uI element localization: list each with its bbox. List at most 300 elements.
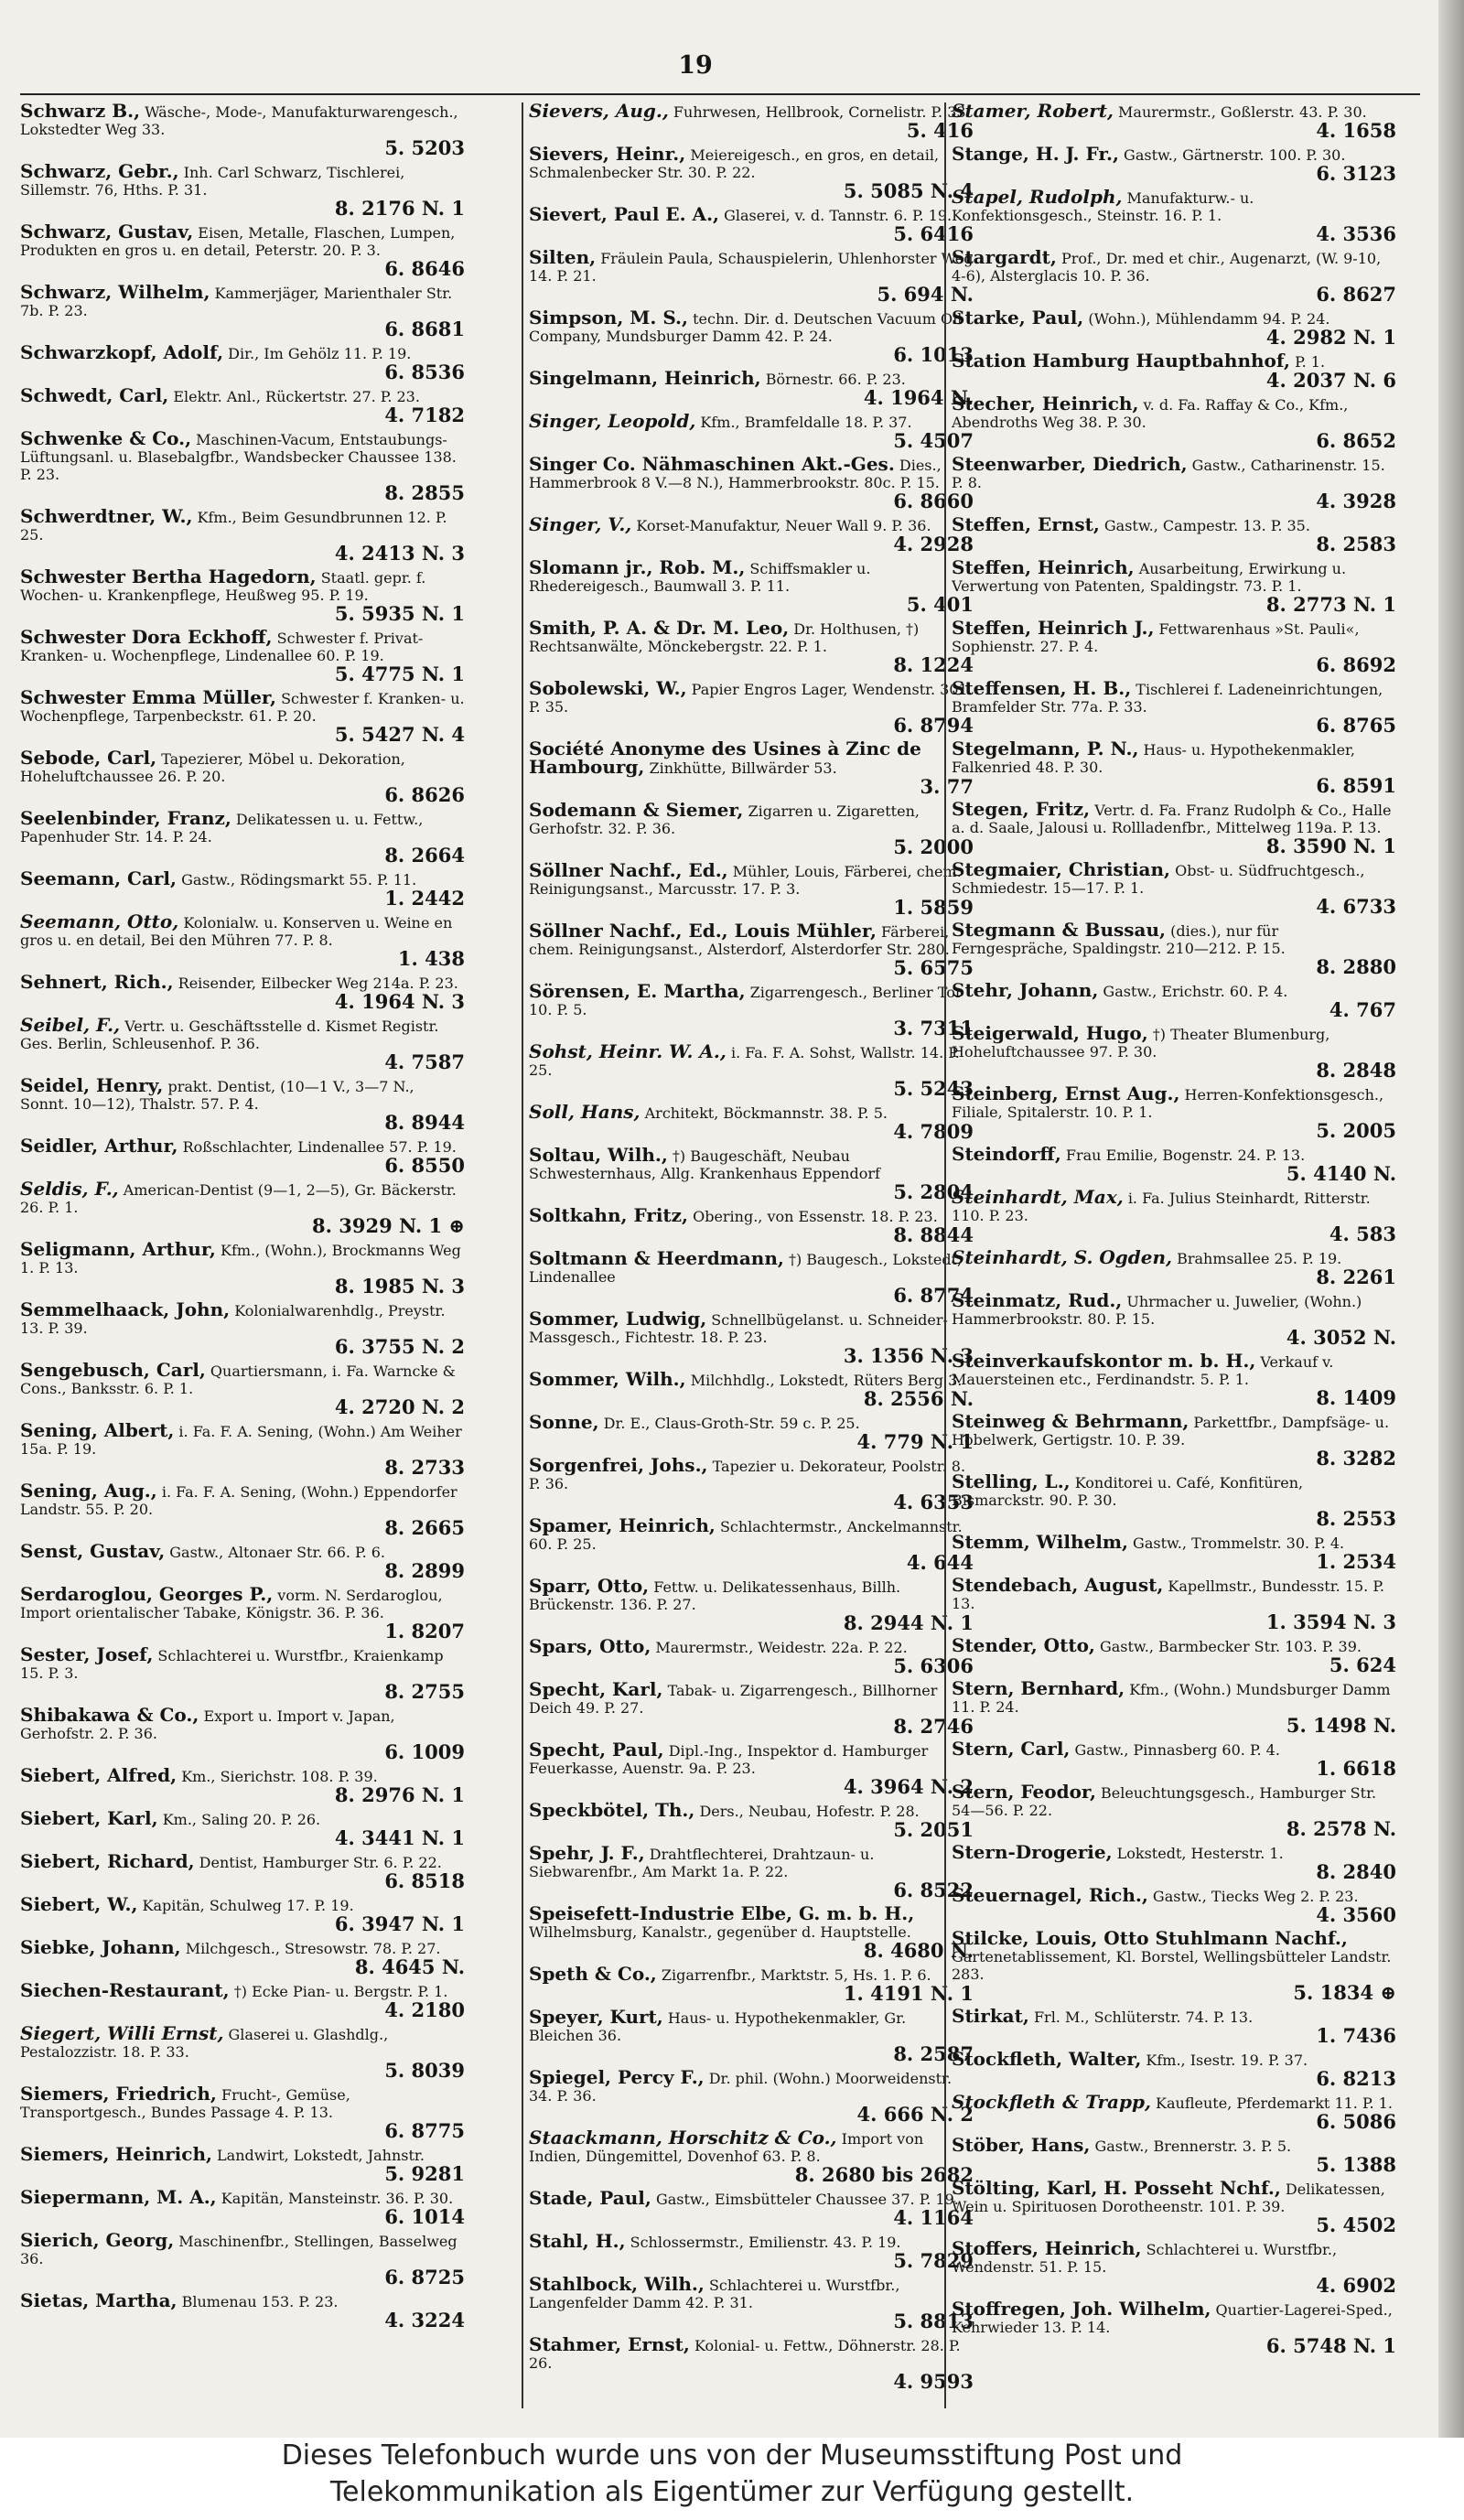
entry-phone: 6. 8652 xyxy=(1316,429,1396,452)
entry-address: Ders., Neubau, Hofestr. P. 28. xyxy=(699,1803,920,1820)
entry-name: Stirkat, xyxy=(952,2005,1029,2027)
directory-entry xyxy=(20,281,468,340)
entry-phone: 6. 8213 xyxy=(1316,2067,1396,2090)
directory-entry xyxy=(529,1368,977,1410)
directory-entry xyxy=(20,1180,468,1236)
entry-phone: 6. 5086 xyxy=(1316,2110,1396,2133)
entry-phone: 6. 3947 N. 1 xyxy=(334,1912,465,1935)
directory-entry xyxy=(529,246,977,306)
entry-address: †) Baugeschäft, Neubau Schwesternhaus, Allg. Krankenhaus Eppendorf xyxy=(529,1147,880,1182)
entry-address: Fräulein Paula, Schauspielerin, Uhlenhorster Weg 14. P. 21. xyxy=(529,250,974,285)
entry-name: Schwarz, Gustav, xyxy=(20,221,194,242)
directory-entry xyxy=(20,1893,468,1935)
column-divider xyxy=(522,102,523,2408)
entry-name: Steinweg & Behrmann, xyxy=(952,1410,1190,1432)
entry-address: Parkettfbr., Dampfsäge- u. Hobelwerk, Gertigstr. 10. P. 39. xyxy=(952,1414,1390,1448)
directory-entry xyxy=(952,1740,1400,1779)
entry-name: Schwester Dora Eckhoff, xyxy=(20,626,273,648)
entry-phone: 6. 8550 xyxy=(384,1154,465,1177)
entry-phone: 5. 416 xyxy=(906,119,974,142)
entry-name: Schwester Emma Müller, xyxy=(20,686,276,708)
entry-name: Sening, Aug., xyxy=(20,1480,157,1502)
entry-phone: 5. 2051 xyxy=(893,1818,974,1841)
entry-name: Steffensen, H. B., xyxy=(952,677,1132,699)
entry-phone: 5. 5935 N. 1 xyxy=(334,602,465,625)
entry-address: Frau Emilie, Bogenstr. 24. P. 13. xyxy=(1065,1147,1306,1164)
entry-name: Speth & Co., xyxy=(529,1963,657,1985)
directory-entry xyxy=(529,1842,977,1901)
entry-address: †) Ecke Pian- u. Bergstr. P. 1. xyxy=(233,1983,448,2000)
entry-address: v. d. Fa. Raffay & Co., Kfm., Abendroths Weg 38. P. 30. xyxy=(952,396,1349,431)
entry-address: Blumenau 153. P. 23. xyxy=(181,2293,339,2310)
entry-address: Export u. Import v. Japan, Gerhofstr. 2. P. 36. xyxy=(20,1707,395,1742)
entry-address: P. 1. xyxy=(1295,353,1326,371)
entry-name: Schwarz, Wilhelm, xyxy=(20,281,210,303)
entry-phone: 5. 5203 xyxy=(384,136,465,159)
entry-phone: 4. 6353 xyxy=(893,1491,974,1513)
directory-entry xyxy=(952,395,1400,451)
entry-address: Km., Saling 20. P. 26. xyxy=(162,1811,321,1828)
directory-entry xyxy=(529,1799,977,1841)
directory-entry xyxy=(20,1359,468,1418)
entry-phone: 8. 2556 N. xyxy=(863,1387,974,1410)
entry-address: Tischlerei f. Ladeneinrichtungen, Bramfelder Str. 77a. P. 33. xyxy=(952,681,1383,716)
entry-name: Spiegel, Percy F., xyxy=(529,2066,705,2088)
entry-name: Société Anonyme des Usines à Zinc de Hambourg, xyxy=(529,738,921,778)
entry-name: Schwarz, Gebr., xyxy=(20,160,179,182)
entry-address: Frucht-, Gemüse, Transportgesch., Bundes Passage 4. P. 13. xyxy=(20,2086,350,2121)
directory-entry xyxy=(529,1678,977,1738)
directory-entry xyxy=(20,160,468,220)
entry-address: Glaserei, v. d. Tannstr. 6. P. 19. xyxy=(724,207,953,224)
entry-name: Stöber, Hans, xyxy=(952,2134,1091,2156)
directory-entry xyxy=(529,1101,977,1143)
entry-name: Sodemann & Siemer, xyxy=(529,799,744,821)
entry-name: Semmelhaack, John, xyxy=(20,1298,231,1320)
entry-address: Schlachterei u. Wurstfbr., Wendenstr. 51. P. 15. xyxy=(952,2241,1338,2276)
entry-phone: 4. 1964 N. xyxy=(863,386,974,409)
entry-name: Schwenke & Co., xyxy=(20,427,192,449)
directory-entry xyxy=(529,1144,977,1203)
entry-phone: 6. 8765 xyxy=(1316,714,1396,737)
directory-entry xyxy=(20,1419,468,1479)
entry-address: Gastw., Catharinenstr. 15. P. 8. xyxy=(952,457,1385,491)
entry-name: Seidler, Arthur, xyxy=(20,1135,178,1157)
column-1 xyxy=(20,102,468,2408)
entry-address: prakt. Dentist, (10—1 V., 3—7 N., Sonnt. 10—12), Thalstr. 57. P. 4. xyxy=(20,1078,414,1113)
entry-address: Papier Engros Lager, Wendenstr. 301. P. 35. xyxy=(529,681,973,716)
entry-name: Sehnert, Rich., xyxy=(20,971,174,993)
entry-phone: 5. 9281 xyxy=(384,2162,465,2185)
entry-name: Specht, Karl, xyxy=(529,1678,663,1700)
entry-phone: 5. 4140 N. xyxy=(1286,1162,1396,1185)
entry-name: Steffen, Ernst, xyxy=(952,513,1100,535)
entry-name: Steinhardt, S. Ogden, xyxy=(952,1246,1173,1268)
directory-entry xyxy=(529,980,977,1039)
directory-columns xyxy=(20,102,1420,2408)
entry-phone: 1. 438 xyxy=(397,947,465,970)
entry-phone: 8. 2578 N. xyxy=(1286,1817,1396,1840)
entry-name: Seldis, F., xyxy=(20,1178,119,1200)
entry-address: Schlachterei u. Wurstfbr., Langenfelder Damm 42. P. 31. xyxy=(529,2277,900,2311)
entry-phone: 4. 3560 xyxy=(1316,1903,1396,1926)
entry-phone: 8. 3929 N. 1 ⊕ xyxy=(312,1214,465,1237)
entry-phone: 8. 2587 xyxy=(893,2042,974,2065)
entry-name: Schwarzkopf, Adolf, xyxy=(20,341,224,363)
entry-phone: 5. 5427 N. 4 xyxy=(334,723,465,746)
directory-entry xyxy=(529,145,977,201)
entry-phone: 6. 1014 xyxy=(384,2205,465,2228)
entry-address: vorm. N. Serdaroglou, Import orientalischer Tabake, Königstr. 36. P. 36. xyxy=(20,1587,443,1621)
entry-name: Singer, V., xyxy=(529,513,632,535)
directory-entry xyxy=(20,749,468,805)
entry-phone: 6. 8692 xyxy=(1316,653,1396,676)
entry-name: Singelmann, Heinrich, xyxy=(529,367,761,389)
entry-name: Singer, Leopold, xyxy=(529,410,696,432)
entry-name: Steinberg, Ernst Aug., xyxy=(952,1082,1180,1104)
entry-address: Import von Indien, Düngemittel, Dovenhof 63. P. 8. xyxy=(529,2130,924,2165)
directory-entry xyxy=(952,1470,1400,1530)
entry-phone: 4. 6733 xyxy=(1316,895,1396,918)
entry-phone: 4. 1964 N. 3 xyxy=(334,990,465,1013)
directory-entry xyxy=(952,921,1400,977)
entry-name: Stegelmann, P. N., xyxy=(952,738,1139,759)
directory-entry xyxy=(952,2005,1400,2047)
entry-name: Stoffers, Heinrich, xyxy=(952,2237,1142,2259)
entry-address: Gastw., Altonaer Str. 66. P. 6. xyxy=(169,1544,386,1561)
entry-address: Zigarrengesch., Berliner Tor 10. P. 5. xyxy=(529,984,963,1018)
entry-phone: 5. 624 xyxy=(1329,1653,1396,1676)
entry-phone: 8. 1224 xyxy=(893,653,974,676)
entry-address: Elektr. Anl., Rückertstr. 27. P. 23. xyxy=(173,388,420,405)
directory-entry xyxy=(20,1979,468,2021)
entry-address: Milchhdlg., Lokstedt, Rüters Berg 3. xyxy=(690,1372,963,1389)
entry-address: (dies.), nur für Ferngespräche, Spaldingstr. 210—212. P. 15. xyxy=(952,922,1286,957)
entry-name: Silten, xyxy=(529,246,597,268)
directory-entry xyxy=(529,1965,977,2004)
entry-name: Serdaroglou, Georges P., xyxy=(20,1583,274,1605)
entry-phone: 8. 2746 xyxy=(893,1715,974,1738)
entry-address: †) Baugesch., Lokstedt, Lindenallee xyxy=(529,1251,963,1286)
directory-entry xyxy=(20,807,468,867)
entry-address: Lokstedt, Hesterstr. 1. xyxy=(1116,1845,1284,1862)
entry-address: Brahmsallee 25. P. 19. xyxy=(1177,1250,1342,1267)
entry-name: Stahlbock, Wilh., xyxy=(529,2273,705,2295)
entry-address: †) Theater Blumenburg, Hoheluftchaussee 97. P. 30. xyxy=(952,1026,1330,1061)
directory-entry xyxy=(20,1014,468,1073)
entry-phone: 5. 401 xyxy=(906,593,974,616)
entry-address: Kfm., Bramfeldalle 18. P. 37. xyxy=(700,414,912,431)
directory-entry xyxy=(20,867,468,910)
entry-name: Smith, P. A. & Dr. M. Leo, xyxy=(529,617,790,639)
entry-phone: 4. 7587 xyxy=(384,1050,465,1073)
entry-phone: 4. 2720 N. 2 xyxy=(334,1395,465,1418)
directory-entry xyxy=(529,859,977,919)
directory-entry xyxy=(952,1352,1400,1408)
directory-entry xyxy=(529,922,977,978)
entry-address: Dr. E., Claus-Groth-Str. 59 c. P. 25. xyxy=(603,1415,860,1432)
directory-entry xyxy=(529,2129,977,2185)
directory-entry xyxy=(20,971,468,1013)
entry-name: Stegmann & Bussau, xyxy=(952,919,1167,941)
directory-entry xyxy=(952,619,1400,675)
entry-address: Vertr. u. Geschäftsstelle d. Kismet Registr. Ges. Berlin, Schleusenhof. P. 36. xyxy=(20,1018,439,1052)
entry-name: Sengebusch, Carl, xyxy=(20,1359,206,1381)
entry-name: Stölting, Karl, H. Posseht Nchf., xyxy=(952,2177,1281,2199)
entry-phone: 8. 3282 xyxy=(1316,1447,1396,1470)
entry-phone: 8. 2680 bis 2682 xyxy=(794,2163,974,2186)
column-2 xyxy=(529,102,977,2408)
entry-address: Haus- u. Hypothekenmakler, Falkenried 48. P. 30. xyxy=(952,741,1356,776)
entry-address: Gastw., Tiecks Weg 2. P. 23. xyxy=(1152,1888,1359,1905)
entry-name: Soll, Hans, xyxy=(529,1101,640,1123)
entry-address: Vertr. d. Fa. Franz Rudolph & Co., Halle a. d. Saale, Jalousi u. Rollladenfbr., Mittelweg 119a. P. 13. xyxy=(952,802,1392,836)
directory-entry xyxy=(529,513,977,555)
entry-address: Gastw., Trommelstr. 30. P. 4. xyxy=(1133,1535,1345,1552)
directory-entry xyxy=(952,2091,1400,2133)
entry-phone: 5. 4502 xyxy=(1316,2213,1396,2236)
entry-phone: 4. 2982 N. 1 xyxy=(1265,326,1396,349)
entry-address: Kolonial- u. Fettw., Döhnerstr. 28. P. 26. xyxy=(529,2337,961,2372)
entry-name: Seligmann, Arthur, xyxy=(20,1238,216,1260)
entry-phone: 6. 1013 xyxy=(893,343,974,366)
entry-name: Seidel, Henry, xyxy=(20,1074,164,1096)
entry-address: Dir., Im Gehölz 11. P. 19. xyxy=(228,345,412,362)
entry-phone: 4. 3928 xyxy=(1316,490,1396,512)
entry-name: Steffen, Heinrich J., xyxy=(952,617,1155,639)
directory-entry xyxy=(952,1531,1400,1573)
entry-phone: 4. 644 xyxy=(906,1551,974,1574)
entry-name: Stegen, Fritz, xyxy=(952,798,1091,820)
directory-entry xyxy=(529,102,977,141)
entry-name: Sebode, Carl, xyxy=(20,747,157,769)
directory-entry xyxy=(952,1927,1400,2004)
directory-entry xyxy=(952,858,1400,918)
entry-address: Km., Sierichstr. 108. P. 39. xyxy=(181,1768,378,1785)
directory-entry xyxy=(952,102,1400,141)
directory-entry xyxy=(20,102,468,158)
entry-phone: 1. 5859 xyxy=(893,896,974,919)
entry-name: Speckbötel, Th., xyxy=(529,1799,695,1821)
entry-name: Singer Co. Nähmaschinen Akt.-Ges. xyxy=(529,453,895,475)
entry-phone: 6. 8794 xyxy=(893,714,974,737)
entry-address: (Wohn.), Mühlendamm 94. P. 24. xyxy=(1088,310,1330,328)
entry-address: Haus- u. Hypothekenmakler, Gr. Bleichen 36. xyxy=(529,2009,907,2044)
directory-entry xyxy=(529,2008,977,2064)
entry-address: Gastw., Campestr. 13. P. 35. xyxy=(1103,517,1310,534)
entry-name: Speyer, Kurt, xyxy=(529,2006,663,2028)
entry-name: Sorgenfrei, Johs., xyxy=(529,1454,708,1476)
entry-address: Kfm., Isestr. 19. P. 37. xyxy=(1146,2052,1308,2069)
entry-name: Stecher, Heinrich, xyxy=(952,393,1139,415)
directory-entry xyxy=(952,1783,1400,1839)
directory-entry xyxy=(529,556,977,616)
entry-name: Steenwarber, Diedrich, xyxy=(952,453,1188,475)
entry-phone: 5. 7829 xyxy=(893,2249,974,2272)
directory-entry xyxy=(20,1807,468,1849)
entry-phone: 5. 1388 xyxy=(1316,2153,1396,2176)
entry-phone: 8. 2176 N. 1 xyxy=(334,197,465,220)
entry-name: Shibakawa & Co., xyxy=(20,1704,199,1726)
entry-phone: 4. 1658 xyxy=(1316,119,1396,142)
entry-name: Stendebach, August, xyxy=(952,1574,1164,1596)
entry-phone: 6. 8627 xyxy=(1316,283,1396,306)
entry-name: Stargardt, xyxy=(952,246,1057,268)
entry-name: Speisefett-Industrie Elbe, G. m. b. H., xyxy=(529,1902,915,1924)
directory-entry xyxy=(952,1677,1400,1737)
directory-entry xyxy=(529,677,977,737)
entry-address: Fettw. u. Delikatessenhaus, Billh. Brückenstr. 136. P. 27. xyxy=(529,1578,901,1613)
entry-address: Schlossermstr., Emilienstr. 43. P. 19. xyxy=(630,2234,901,2251)
entry-phone: 6. 8518 xyxy=(384,1869,465,1892)
entry-name: Stange, H. J. Fr., xyxy=(952,143,1119,165)
entry-name: Sörensen, E. Martha, xyxy=(529,980,746,1002)
entry-name: Simpson, M. S., xyxy=(529,307,688,328)
entry-address: Maschinen-Vacum, Entstaubungs-Lüftungsanl. u. Blasebalgfbr., Wandsbecker Chaussee 138. P. 23. xyxy=(20,431,457,483)
entry-address: Wilhelmsburg, Kanalstr., gegenüber d. Hauptstelle. xyxy=(529,1923,911,1941)
entry-phone: 8. 2855 xyxy=(384,481,465,504)
entry-address: Herren-Konfektionsgesch., Filiale, Spitalerstr. 10. P. 1. xyxy=(952,1086,1384,1121)
entry-address: Kapellmstr., Bundesstr. 15. P. 13. xyxy=(952,1578,1384,1612)
entry-name: Seemann, Otto, xyxy=(20,910,179,932)
directory-entry xyxy=(529,2230,977,2272)
entry-phone: 8. 2944 N. 1 xyxy=(843,1611,974,1634)
entry-name: Steindorff, xyxy=(952,1143,1061,1165)
entry-address: Kammerjäger, Marienthaler Str. 7b. P. 23. xyxy=(20,285,453,319)
entry-name: Siebke, Johann, xyxy=(20,1936,181,1958)
directory-entry xyxy=(20,565,468,625)
entry-phone: 5. 5243 xyxy=(893,1077,974,1100)
entry-address: Delikatessen u. u. Fettw., Papenhuder Str. 14. P. 24. xyxy=(20,811,424,845)
entry-phone: 4. 583 xyxy=(1329,1222,1396,1245)
entry-address: Konditorei u. Café, Konfitüren, Bismarckstr. 90. P. 30. xyxy=(952,1474,1304,1509)
entry-name: Specht, Paul, xyxy=(529,1739,664,1761)
entry-address: Gastw., Barmbecker Str. 103. P. 39. xyxy=(1099,1638,1362,1655)
footer-notice xyxy=(0,2438,1464,2520)
entry-name: Siebert, Richard, xyxy=(20,1850,195,1872)
directory-entry xyxy=(529,2066,977,2126)
entry-address: Quartiersmann, i. Fa. Warncke & Cons., Banksstr. 6. P. 1. xyxy=(20,1362,456,1397)
directory-entry xyxy=(20,1074,468,1134)
entry-name: Stemm, Wilhelm, xyxy=(952,1531,1128,1553)
directory-entry xyxy=(952,2134,1400,2176)
entry-address: i. Fa. Julius Steinhardt, Ritterstr. 110. P. 23. xyxy=(952,1190,1371,1224)
entry-name: Sommer, Ludwig, xyxy=(529,1308,707,1330)
entry-phone: 1. 8207 xyxy=(384,1620,465,1642)
entry-name: Spehr, J. F., xyxy=(529,1842,645,1864)
entry-name: Stern, Feodor, xyxy=(952,1781,1096,1803)
entry-name: Sievers, Aug., xyxy=(529,102,669,122)
entry-name: Stern, Bernhard, xyxy=(952,1677,1125,1699)
entry-address: Börnestr. 66. P. 23. xyxy=(765,371,906,388)
directory-entry xyxy=(952,677,1400,737)
entry-phone: 8. 2848 xyxy=(1316,1059,1396,1082)
entry-name: Soltmann & Heerdmann, xyxy=(529,1247,784,1269)
header-rule xyxy=(20,93,1420,95)
entry-phone: 8. 2773 N. 1 xyxy=(1265,593,1396,616)
entry-address: Schwester f. Privat-Kranken- u. Wochenpflege, Lindenallee 60. P. 19. xyxy=(20,630,424,664)
entry-phone: 1. 7436 xyxy=(1316,2024,1396,2047)
directory-entry xyxy=(952,2048,1400,2090)
entry-name: Stelling, L., xyxy=(952,1470,1071,1492)
entry-phone: 5. 8039 xyxy=(384,2059,465,2082)
directory-entry xyxy=(529,2187,977,2229)
entry-name: Steinmatz, Rud., xyxy=(952,1289,1123,1311)
directory-entry xyxy=(20,1643,468,1703)
directory-entry xyxy=(952,513,1400,555)
entry-phone: 6. 8681 xyxy=(384,318,465,340)
directory-entry xyxy=(529,453,977,512)
entry-name: Sievert, Paul E. A., xyxy=(529,203,719,225)
entry-phone: 6. 8660 xyxy=(893,490,974,512)
directory-entry xyxy=(529,1575,977,1634)
entry-phone: 1. 4191 N. 1 xyxy=(843,1982,974,2005)
directory-entry xyxy=(20,1764,468,1806)
directory-entry xyxy=(20,1137,468,1176)
entry-name: Stilcke, Louis, Otto Stuhlmann Nachf., xyxy=(952,1927,1348,1949)
entry-name: Sester, Josef, xyxy=(20,1643,154,1665)
entry-address: Obst- u. Südfruchtgesch., Schmiedestr. 15—17. P. 1. xyxy=(952,862,1365,897)
entry-name: Siepermann, M. A., xyxy=(20,2186,217,2208)
entry-name: Söllner Nachf., Ed., xyxy=(529,859,728,881)
entry-phone: 4. 779 N. 1 xyxy=(856,1430,974,1453)
entry-name: Soltau, Wilh., xyxy=(529,1144,668,1166)
entry-name: Stamer, Robert, xyxy=(952,102,1114,122)
entry-address: Fettwarenhaus »St. Pauli«, Sophienstr. 27. P. 4. xyxy=(952,620,1360,655)
entry-phone: 4. 3224 xyxy=(384,2309,465,2332)
entry-phone: 8. 2840 xyxy=(1316,1860,1396,1883)
entry-name: Sohst, Heinr. W. A., xyxy=(529,1040,727,1062)
entry-name: Spars, Otto, xyxy=(529,1635,651,1657)
directory-entry xyxy=(529,1310,977,1366)
entry-phone: 8. 4680 N. xyxy=(863,1939,974,1962)
directory-entry xyxy=(952,1289,1400,1349)
scan-edge xyxy=(1438,0,1464,2439)
entry-address: Gastw., Brennerstr. 3. P. 5. xyxy=(1094,2138,1292,2155)
directory-entry xyxy=(20,1704,468,1763)
entry-phone: 1. 3594 N. 3 xyxy=(1265,1610,1396,1633)
entry-phone: 4. 3964 N. 2 xyxy=(843,1775,974,1798)
entry-phone: 4. 3536 xyxy=(1316,222,1396,245)
entry-phone: 6. 8646 xyxy=(384,257,465,280)
entry-name: Sommer, Wilh., xyxy=(529,1368,686,1390)
directory-entry xyxy=(952,556,1400,616)
entry-name: Stoffregen, Joh. Wilhelm, xyxy=(952,2298,1211,2320)
entry-name: Siebert, W., xyxy=(20,1893,138,1915)
entry-address: Reisender, Eilbecker Weg 214a. P. 23. xyxy=(178,975,458,992)
directory-entry xyxy=(20,2186,468,2228)
entry-phone: 5. 2804 xyxy=(893,1180,974,1203)
directory-entry xyxy=(952,309,1400,348)
entry-name: Sierich, Georg, xyxy=(20,2229,175,2251)
entry-name: Station Hamburg Hauptbahnhof, xyxy=(952,350,1290,372)
directory-entry xyxy=(20,384,468,426)
entry-phone: 5. 1498 N. xyxy=(1286,1714,1396,1737)
entry-phone: 8. 4645 N. xyxy=(354,1955,465,1978)
entry-name: Sening, Albert, xyxy=(20,1419,175,1441)
entry-phone: 8. 2261 xyxy=(1316,1265,1396,1288)
directory-entry xyxy=(529,1040,977,1100)
directory-entry xyxy=(529,740,977,797)
entry-name: Seibel, F., xyxy=(20,1014,121,1036)
directory-entry xyxy=(20,2085,468,2141)
directory-entry xyxy=(529,367,977,409)
entry-phone: 8. 2976 N. 1 xyxy=(334,1783,465,1806)
directory-entry xyxy=(529,309,977,365)
entry-phone: 8. 2880 xyxy=(1316,955,1396,978)
entry-phone: 5. 4775 N. 1 xyxy=(334,662,465,685)
entry-name: Sobolewski, W., xyxy=(529,677,687,699)
